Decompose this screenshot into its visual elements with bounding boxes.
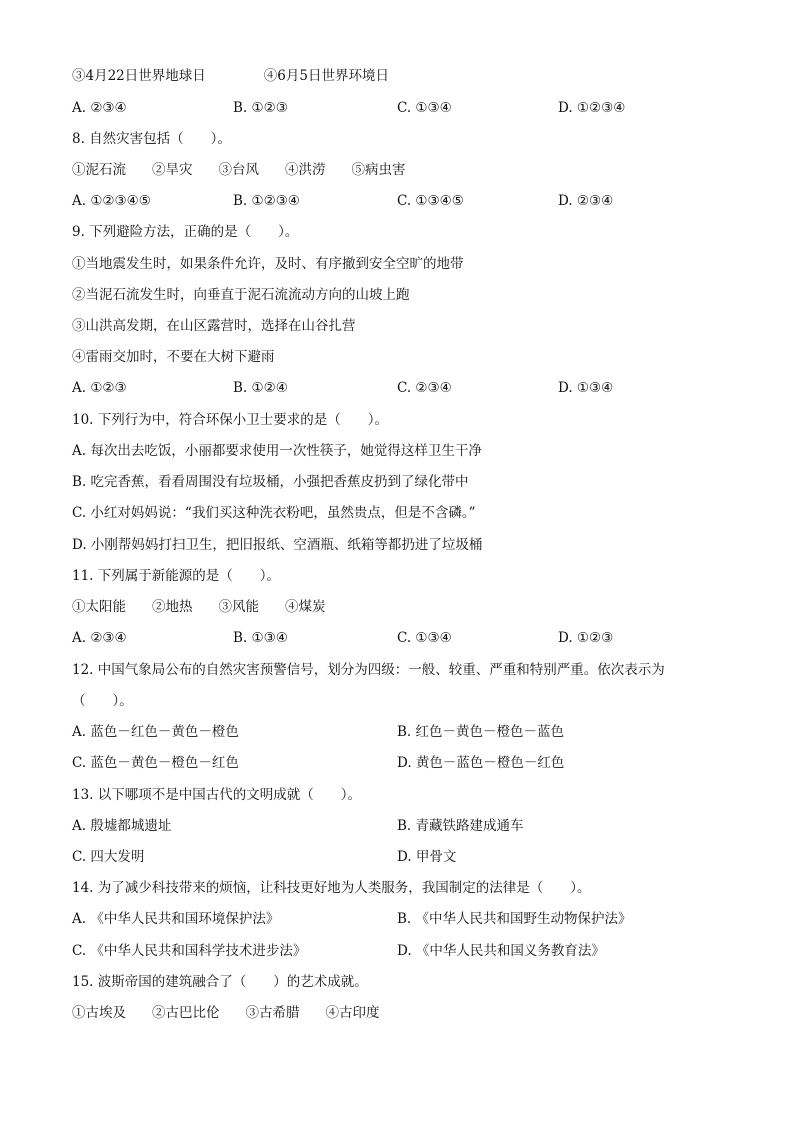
- q15-item-1: ①古埃及: [72, 1005, 126, 1021]
- q14-option-a[interactable]: A. 《中华人民共和国环境保护法》: [72, 911, 280, 927]
- q11-option-c[interactable]: C. ①③④: [397, 630, 452, 646]
- q13-option-b[interactable]: B. 青藏铁路建成通车: [397, 818, 524, 834]
- q15-item-3: ③古希腊: [245, 1005, 300, 1021]
- q9-statement-3: ③山洪高发期，在山区露营时，选择在山谷扎营: [72, 318, 356, 334]
- q10-stem: 10. 下列行为中，符合环保小卫士要求的是（ ）。: [72, 412, 389, 428]
- q8-item-5: ⑤病虫害: [351, 162, 406, 178]
- q9-option-d[interactable]: D. ①③④: [558, 380, 614, 396]
- q14-stem: 14. 为了减少科技带来的烦恼，让科技更好地为人类服务，我国制定的法律是（ ）。: [72, 880, 591, 896]
- q11-item-1: ①太阳能: [72, 599, 126, 615]
- q10-option-c[interactable]: C. 小红对妈妈说：“我们买这种洗衣粉吧，虽然贵点，但是不含磷。”: [72, 505, 476, 521]
- q8-item-1: ①泥石流: [72, 162, 126, 178]
- q15-item-2: ②古巴比伦: [152, 1005, 220, 1021]
- q14-option-b[interactable]: B. 《中华人民共和国野生动物保护法》: [397, 911, 632, 927]
- q11-items-row: [72, 598, 326, 616]
- q7-statement-row: [72, 67, 389, 85]
- q14-option-d[interactable]: D. 《中华人民共和国义务教育法》: [397, 943, 605, 959]
- q13-stem: 13. 以下哪项不是中国古代的文明成就（ ）。: [72, 787, 362, 803]
- q12-stem-cont: （ ）。: [72, 693, 133, 709]
- q7-option-c[interactable]: C. ①③④: [397, 100, 452, 116]
- q13-option-c[interactable]: C. 四大发明: [72, 849, 145, 865]
- q9-stem: 9. 下列避险方法，正确的是（ ）。: [72, 224, 299, 240]
- q14-option-c[interactable]: C. 《中华人民共和国科学技术进步法》: [72, 943, 307, 959]
- q13-option-d[interactable]: D. 甲骨文: [397, 849, 457, 865]
- q9-statement-2: ②当泥石流发生时，向垂直于泥石流流动方向的山坡上跑: [72, 287, 410, 303]
- q7-option-d[interactable]: D. ①②③④: [558, 100, 626, 116]
- q8-option-a[interactable]: A. ①②③④⑤: [72, 193, 151, 209]
- q11-stem: 11. 下列属于新能源的是（ ）。: [72, 568, 281, 584]
- q9-option-a[interactable]: A. ①②③: [72, 380, 127, 396]
- q9-option-c[interactable]: C. ②③④: [397, 380, 452, 396]
- q12-option-d[interactable]: D. 黄色－蓝色－橙色－红色: [397, 755, 565, 771]
- q12-option-c[interactable]: C. 蓝色－黄色－橙色－红色: [72, 755, 239, 771]
- q15-stem: 15. 波斯帝国的建筑融合了（ ）的艺术成就。: [72, 974, 368, 990]
- q7-option-b[interactable]: B. ①②③: [233, 100, 288, 116]
- q9-statement-4: ④雷雨交加时，不要在大树下避雨: [72, 349, 275, 365]
- q12-option-b[interactable]: B. 红色－黄色－橙色－蓝色: [397, 724, 565, 740]
- q11-item-4: ④煤炭: [285, 599, 326, 615]
- q8-item-4: ④洪涝: [285, 162, 326, 178]
- q8-item-2: ②旱灾: [152, 162, 193, 178]
- q11-option-b[interactable]: B. ①③④: [233, 630, 288, 646]
- q8-item-3: ③台风: [218, 162, 259, 178]
- q11-option-d[interactable]: D. ①②③: [558, 630, 614, 646]
- q13-option-a[interactable]: A. 殷墟都城遗址: [72, 818, 172, 834]
- q7-statement-4: ④6月5日世界环境日: [263, 68, 389, 84]
- q10-option-a[interactable]: A. 每次出去吃饭，小丽都要求使用一次性筷子，她觉得这样卫生干净: [72, 443, 482, 459]
- q10-option-d[interactable]: D. 小刚帮妈妈打扫卫生，把旧报纸、空酒瓶、纸箱等都扔进了垃圾桶: [72, 537, 483, 553]
- q8-items-row: [72, 161, 406, 179]
- q15-items-row: [72, 1004, 380, 1022]
- q7-statement-3: ③4月22日世界地球日: [72, 68, 206, 84]
- q8-option-d[interactable]: D. ②③④: [558, 193, 614, 209]
- q8-stem: 8. 自然灾害包括（ ）。: [72, 131, 231, 147]
- q9-statement-1: ①当地震发生时，如果条件允许，及时、有序撤到安全空旷的地带: [72, 256, 464, 272]
- q12-stem: 12. 中国气象局公布的自然灾害预警信号，划分为四级：一般、较重、严重和特别严重。依次表示为: [72, 662, 665, 678]
- q12-option-a[interactable]: A. 蓝色－红色－黄色－橙色: [72, 724, 239, 740]
- q15-item-4: ④古印度: [325, 1005, 380, 1021]
- q9-option-b[interactable]: B. ①②④: [233, 380, 288, 396]
- q8-option-c[interactable]: C. ①③④⑤: [397, 193, 464, 209]
- q11-option-a[interactable]: A. ②③④: [72, 630, 127, 646]
- q7-option-a[interactable]: A. ②③④: [72, 100, 127, 116]
- q10-option-b[interactable]: B. 吃完香蕉，看看周围没有垃圾桶，小强把香蕉皮扔到了绿化带中: [72, 474, 469, 490]
- q8-option-b[interactable]: B. ①②③④: [233, 193, 300, 209]
- q11-item-3: ③风能: [218, 599, 259, 615]
- q11-item-2: ②地热: [152, 599, 193, 615]
